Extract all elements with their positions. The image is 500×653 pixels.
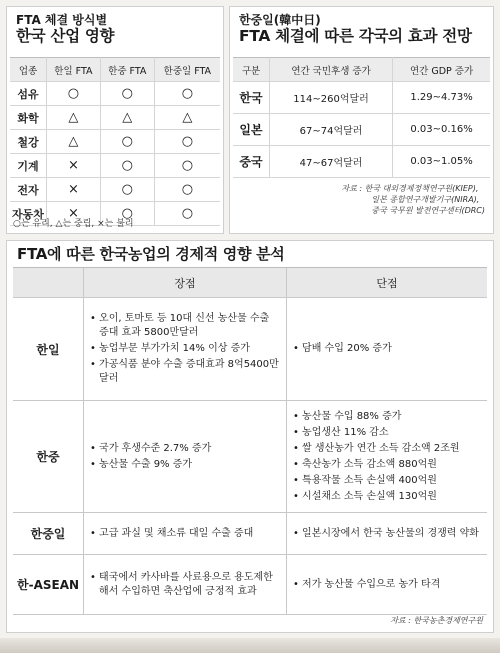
column-header: 단점 <box>287 268 487 298</box>
impact-symbol: × <box>47 178 101 202</box>
column-header: 한일 FTA <box>47 58 101 82</box>
fta-label: 한중일 <box>13 513 84 555</box>
fta-label: 한-ASEAN <box>13 555 84 615</box>
con-item: • 쌀 생산농가 연간 소득 감소액 2조원 <box>293 442 481 456</box>
column-header: 연간 GDP 증가 <box>393 58 490 82</box>
cons-cell <box>287 513 487 555</box>
pro-item: • 농산물 수출 9% 증가 <box>90 458 280 472</box>
table-row <box>10 106 220 130</box>
agriculture-panel-title: FTA에 따른 한국농업의 경제적 영향 분석 <box>17 245 285 263</box>
table-row <box>13 513 487 555</box>
industry-impact-panel <box>6 6 224 234</box>
con-item: • 시설채소 소득 손실액 130억원 <box>293 490 481 504</box>
source-line: 중국 국무원 발전연구센터(DRC) <box>371 206 485 215</box>
welfare-value: 67~74억달러 <box>270 114 393 146</box>
industry-label: 전자 <box>10 178 47 202</box>
con-item: • 농업생산 11% 감소 <box>293 426 481 440</box>
symbol-legend: ○는 유리, △는 중립, ×는 불리 <box>13 219 134 229</box>
table-row <box>13 298 487 401</box>
impact-symbol: ○ <box>100 130 154 154</box>
effects-panel-title: FTA 체결에 따른 각국의 효과 전망 <box>239 27 472 45</box>
pro-item: • 오이, 토마토 등 10대 신선 농산물 수출 증대 효과 5800만달러 <box>90 312 280 340</box>
impact-symbol: ○ <box>154 178 220 202</box>
industry-label: 섬유 <box>10 82 47 106</box>
con-item: • 특용작물 소득 손실액 400억원 <box>293 474 481 488</box>
impact-symbol: ○ <box>154 202 220 226</box>
column-header: 한중일 FTA <box>154 58 220 82</box>
source-line: 일본 종합연구개발기구(NIRA), <box>371 195 480 204</box>
pros-cell <box>84 513 287 555</box>
gdp-value: 0.03~1.05% <box>393 146 490 178</box>
industry-label: 기계 <box>10 154 47 178</box>
industry-label: 자동차 <box>10 202 47 226</box>
impact-symbol: △ <box>47 130 101 154</box>
pros-cell <box>84 298 287 401</box>
impact-symbol: ○ <box>100 178 154 202</box>
column-header: 구분 <box>233 58 270 82</box>
impact-symbol: ○ <box>154 130 220 154</box>
pros-cell <box>84 555 287 615</box>
con-item: • 축산농가 소득 감소액 880억원 <box>293 458 481 472</box>
table-row <box>10 82 220 106</box>
table-row <box>10 130 220 154</box>
column-header: 한중 FTA <box>100 58 154 82</box>
con-item: • 저가 농산물 수입으로 농가 타격 <box>293 578 481 592</box>
pro-item: • 국가 후생수준 2.7% 증가 <box>90 442 280 456</box>
impact-symbol: ○ <box>100 202 154 226</box>
table-row <box>13 401 487 513</box>
impact-symbol: △ <box>47 106 101 130</box>
welfare-value: 47~67억달러 <box>270 146 393 178</box>
pro-item: • 태국에서 카사바를 사료용으로 용도제한해서 수입하면 축산업에 긍정적 효과 <box>90 571 280 599</box>
country-effects-panel <box>229 6 494 234</box>
agriculture-analysis-panel <box>6 240 494 633</box>
column-header-blank <box>13 268 84 298</box>
table-row <box>233 82 490 114</box>
cons-cell <box>287 401 487 513</box>
impact-symbol: ○ <box>100 82 154 106</box>
cons-cell <box>287 298 487 401</box>
welfare-value: 114~260억달러 <box>270 82 393 114</box>
gdp-value: 0.03~0.16% <box>393 114 490 146</box>
column-header: 연간 국민후생 증가 <box>270 58 393 82</box>
pro-item: • 고급 과실 및 채소류 대일 수출 증대 <box>90 527 280 541</box>
table-row <box>233 114 490 146</box>
country-label: 일본 <box>233 114 270 146</box>
pros-cell <box>84 401 287 513</box>
impact-symbol: △ <box>100 106 154 130</box>
industry-label: 철강 <box>10 130 47 154</box>
industry-label: 화학 <box>10 106 47 130</box>
industry-impact-table <box>10 57 220 226</box>
fta-label: 한중 <box>13 401 84 513</box>
country-label: 중국 <box>233 146 270 178</box>
industry-panel-subtitle: FTA 체결 방식별 <box>16 13 108 27</box>
country-effects-table <box>233 57 490 178</box>
country-label: 한국 <box>233 82 270 114</box>
impact-symbol: ○ <box>154 82 220 106</box>
cons-cell <box>287 555 487 615</box>
impact-symbol: × <box>47 154 101 178</box>
effects-panel-subtitle: 한중일(韓中日) <box>239 13 321 27</box>
source-note: 자료 : 한국농촌경제연구원 <box>390 616 483 625</box>
con-item: • 일본시장에서 한국 농산물의 경쟁력 약화 <box>293 527 481 541</box>
impact-symbol: ○ <box>100 154 154 178</box>
impact-symbol: △ <box>154 106 220 130</box>
column-header: 장점 <box>84 268 287 298</box>
impact-symbol: × <box>47 202 101 226</box>
page-edge-shadow <box>0 638 500 653</box>
table-row <box>233 146 490 178</box>
pro-item: • 농업부문 부가가치 14% 이상 증가 <box>90 342 280 356</box>
table-row <box>10 178 220 202</box>
fta-label: 한일 <box>13 298 84 401</box>
industry-panel-title: 한국 산업 영향 <box>16 27 115 45</box>
con-item: • 농산물 수입 88% 증가 <box>293 410 481 424</box>
impact-symbol: ○ <box>154 154 220 178</box>
impact-symbol: ○ <box>47 82 101 106</box>
source-line: 자료 : 한국 대외경제정책연구원(KIEP), <box>341 184 479 193</box>
gdp-value: 1.29~4.73% <box>393 82 490 114</box>
agriculture-impact-table <box>13 268 487 615</box>
pro-item: • 가공식품 분야 수출 증대효과 8억5400만달러 <box>90 358 280 386</box>
column-header: 업종 <box>10 58 47 82</box>
con-item: • 담배 수입 20% 증가 <box>293 342 481 356</box>
table-row <box>10 154 220 178</box>
source-note <box>341 183 485 216</box>
table-row <box>13 555 487 615</box>
